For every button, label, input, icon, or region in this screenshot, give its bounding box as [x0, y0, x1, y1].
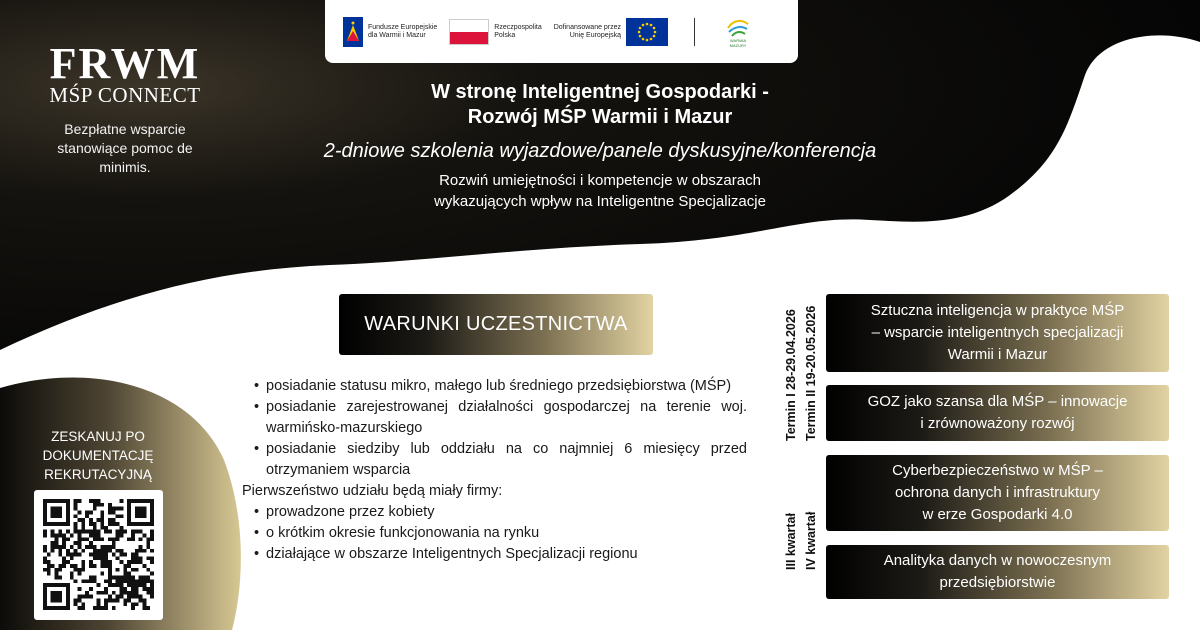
- title-line-1: W stronę Inteligentnej Gospodarki -: [431, 81, 769, 103]
- warmia-mazury-icon: [725, 16, 751, 38]
- list-item: • działające w obszarze Inteligentnych Specjalizacji regionu: [242, 544, 747, 565]
- partner-logo-strip: [325, 0, 798, 63]
- mazury-text: MAZURY: [729, 42, 747, 48]
- priority-lead: Pierwszeństwo udziału będą miały firmy:: [242, 483, 503, 499]
- requirements-list: [242, 376, 747, 481]
- warmia-text: WARMIA: [729, 37, 747, 43]
- term-1-label: Termin I 28-29.04.2026: [784, 309, 798, 441]
- q4-label: IV kwartał: [804, 511, 818, 570]
- topic-cyber-line-1: Cyberbezpieczeństwo w MŚP –: [892, 462, 1103, 479]
- priorities-list: [242, 502, 747, 565]
- pl-text-2: Polska: [494, 31, 516, 39]
- fe-logo: [343, 17, 437, 47]
- term-2-label: Termin II 19-20.05.2026: [804, 305, 818, 441]
- warmia-mazury-logo: [725, 16, 751, 48]
- desc-line-1: Rozwiń umiejętności i kompetencje w obszarach: [439, 172, 761, 189]
- list-item: • o krótkim okresie funkcjonowania na rynku: [242, 523, 747, 544]
- qr-code-icon: [43, 499, 154, 610]
- title-line-2: Rozwój MŚP Warmii i Mazur: [467, 106, 733, 128]
- pl-logo: [449, 19, 541, 45]
- requirements-block: [242, 376, 747, 565]
- eu-flag-icon: [626, 18, 668, 46]
- fe-star-icon: [343, 17, 363, 47]
- list-item: • posiadanie siedziby lub oddziału na co najmniej 6 miesięcy przed otrzymaniem wsparcia: [242, 439, 747, 481]
- brand-name: FRWM: [49, 39, 201, 88]
- subtitle: 2-dniowe szkolenia wyjazdowe/panele dyskusyjne/konferencja: [323, 140, 877, 162]
- topic-ai: [826, 294, 1169, 372]
- topic-analytics: [826, 545, 1169, 599]
- q3-label: III kwartał: [784, 513, 798, 570]
- topic-goz-line-2: i zrównoważony rozwój: [920, 415, 1075, 432]
- topic-ai-line-1: Sztuczna inteligencja w praktyce MŚP: [870, 302, 1125, 319]
- topic-analytics-line-1: Analityka danych w nowoczesnym: [883, 552, 1112, 569]
- eu-text-1: Dofinansowane przez: [553, 23, 622, 31]
- topic-cyber-line-3: w erze Gospodarki 4.0: [922, 506, 1073, 523]
- pl-flag-icon: [449, 19, 489, 45]
- list-item: • posiadanie statusu mikro, małego lub średniego przedsiębiorstwa (MŚP): [242, 376, 747, 397]
- list-item: • posiadanie zarejestrowanej działalności gospodarczej na terenie woj. warmińsko-mazurskiego: [242, 397, 747, 439]
- list-item: • prowadzone przez kobiety: [242, 502, 747, 523]
- desc-line-2: wykazujących wpływ na Inteligentne Specjalizacje: [434, 193, 766, 210]
- fe-text-2: dla Warmii i Mazur: [368, 31, 426, 39]
- topic-analytics-line-2: przedsiębiorstwie: [939, 574, 1056, 591]
- topic-ai-line-3: Warmii i Mazur: [947, 346, 1048, 363]
- brand-description: Bezpłatne wsparcie stanowiące pomoc de minimis.: [57, 121, 193, 175]
- qr-label: ZESKANUJ PO DOKUMENTACJĘ REKRUTACYJNĄ: [42, 429, 154, 482]
- pl-text-1: Rzeczpospolita: [494, 23, 542, 31]
- eu-text-2: Unię Europejską: [569, 31, 622, 39]
- eu-logo: [554, 18, 668, 46]
- topic-cyber: [826, 455, 1169, 531]
- brand-subname: MŚP CONNECT: [49, 83, 201, 107]
- topic-cyber-line-2: ochrona danych i infrastruktury: [894, 484, 1101, 501]
- topic-goz: [826, 385, 1169, 441]
- fe-text-1: Fundusze Europejskie: [368, 23, 438, 31]
- header-block: [240, 80, 960, 212]
- topic-ai-line-2: – wsparcie inteligentnych specjalizacji: [871, 324, 1124, 341]
- topic-goz-line-1: GOZ jako szansa dla MŚP – innowacje: [867, 393, 1128, 410]
- logo-divider: [694, 18, 695, 46]
- brand-block: [30, 39, 220, 177]
- qr-code[interactable]: [34, 490, 163, 620]
- conditions-title: WARUNKI UCZESTNICTWA: [339, 294, 653, 355]
